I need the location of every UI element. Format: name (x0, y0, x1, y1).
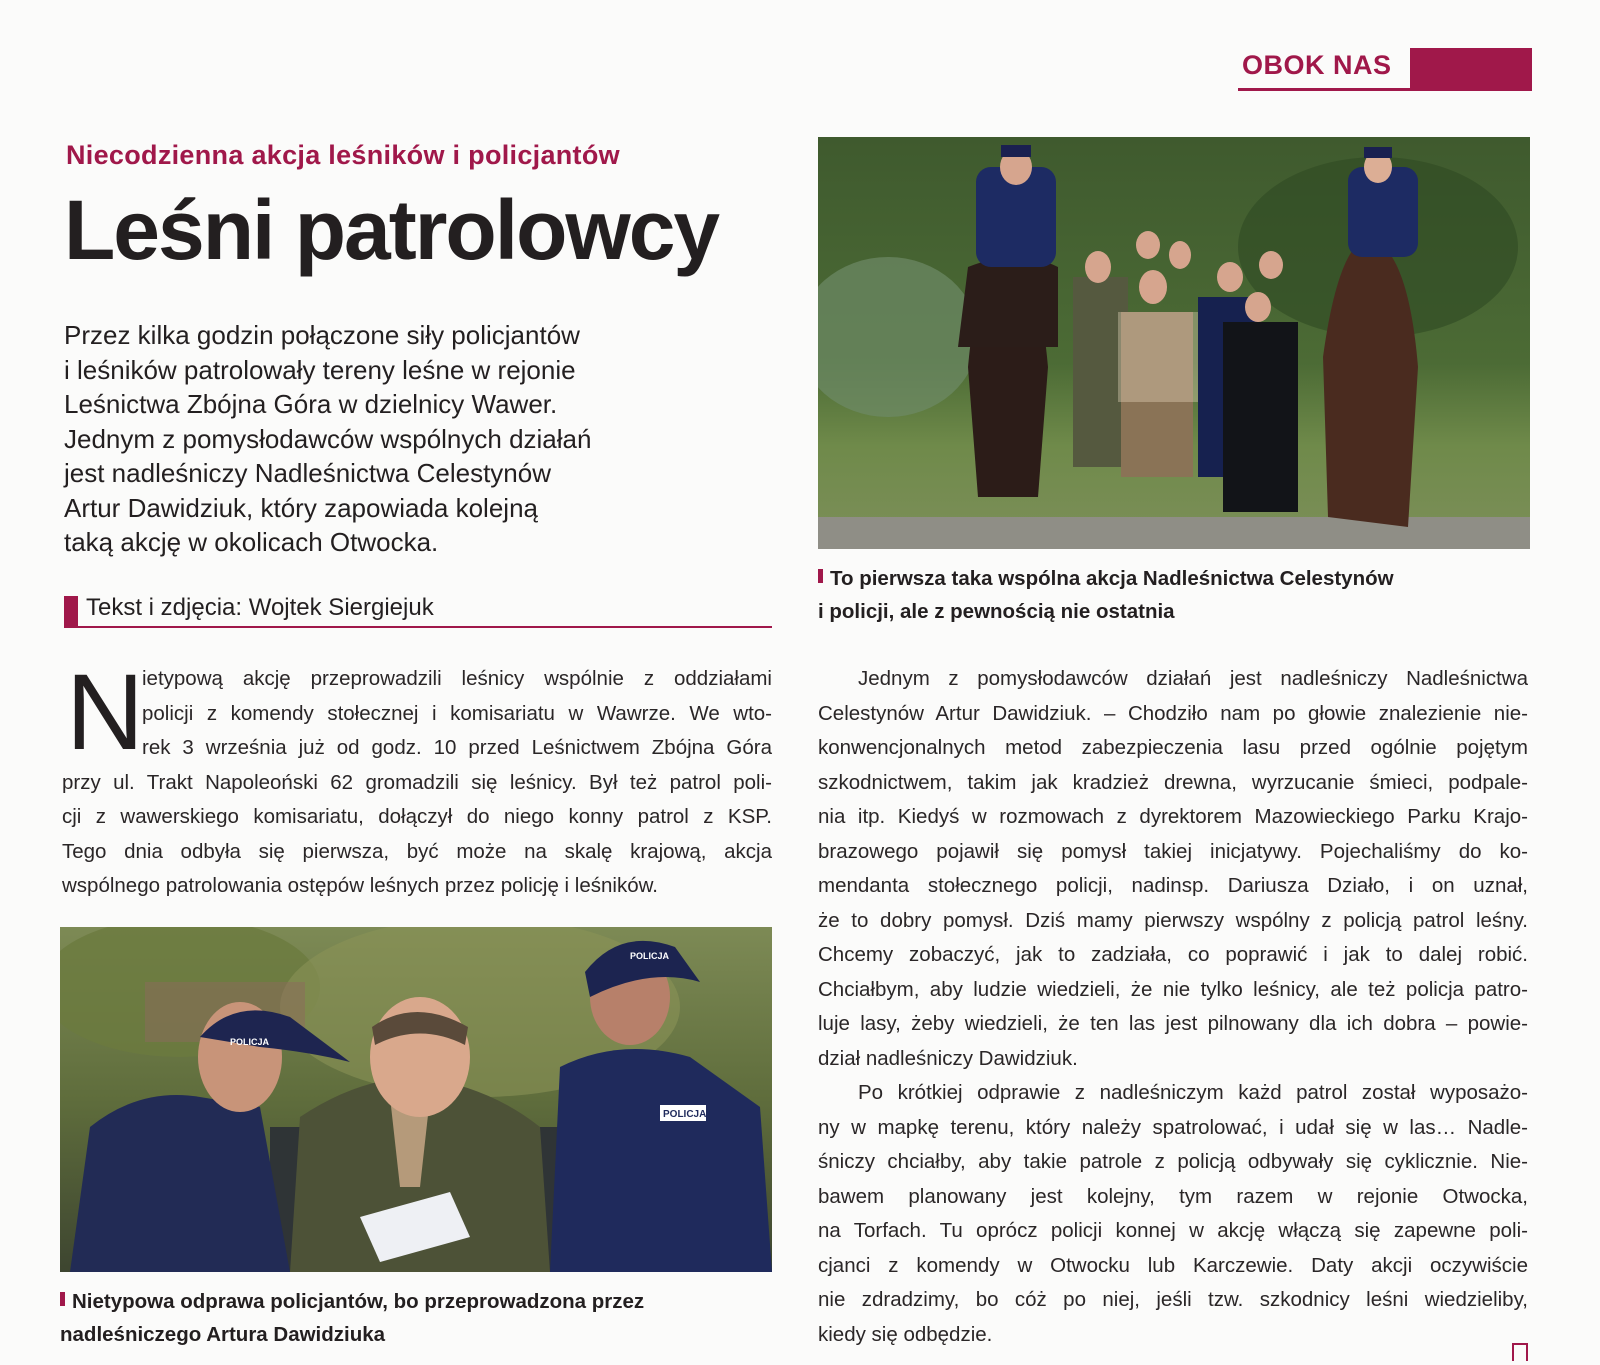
photo-group (818, 137, 1530, 549)
photo-briefing (60, 927, 772, 1272)
caption-line: Nietypowa odprawa policjantów, bo przeprowadzona przez (72, 1290, 645, 1313)
body-line: luje lasy, żeby wiedzieli, że ten las jest pilnowany dla ich dobra – powie- (818, 1012, 1528, 1035)
section-tag (1238, 48, 1532, 91)
body-line: nie zdradzimy, bo cóż po niej, jeśli tzw. szkodnicy leśni wiedzieliby, (818, 1288, 1528, 1311)
caption-line: i policji, ale z pewnością nie ostatnia (818, 600, 1175, 623)
caption-bottom (60, 1285, 772, 1351)
lead-line: Leśnictwa Zbójna Góra w dzielnicy Wawer. (64, 389, 558, 419)
lead-paragraph (64, 318, 724, 560)
end-of-article-icon (1512, 1343, 1528, 1361)
body-line: cji z wawerskiego komisariatu, dołączył do niego konny patrol z KSP. (62, 805, 772, 828)
cap-badge-text: POLICJA (230, 1037, 270, 1047)
lead-line: i leśników patrolowały tereny leśne w rejonie (64, 354, 576, 385)
jacket-badge-text: POLICJA (663, 1109, 707, 1120)
body-line: policji z komendy stołecznej i komisariatu w Wawrze. We wto- (142, 701, 772, 725)
body-line: ny w mapkę terenu, który należy spatrolować, i udał się w las… Nadle- (818, 1115, 1528, 1139)
lead-line: taką akcję w okolicach Otwocka. (64, 527, 439, 557)
headline: Leśni patrolowcy (64, 183, 719, 277)
body-line: Chciałbym, aby ludzie wiedzieli, że nie tylko leśnicy, ale też policja patro- (818, 977, 1528, 1001)
byline-marker (64, 596, 78, 626)
drop-cap: N (66, 651, 144, 772)
section-tag-label: OBOK NAS (1242, 50, 1392, 80)
caption-top (818, 562, 1518, 628)
lead-line: Artur Dawidziuk, który zapowiada kolejną (64, 492, 538, 523)
caption-marker (60, 1292, 65, 1306)
photo-group-image (818, 137, 1530, 549)
body-line: Chcemy zobaczyć, jak to zadziała, co poprawić i jak to dalej robić. (818, 943, 1528, 966)
body-line: konwencjonalnych metod zabezpieczenia lasu przed ogólnie pojętym (818, 736, 1528, 759)
photo-briefing-image (60, 927, 772, 1272)
body-line: nia itp. Kiedyś w rozmowach z dyrektorem Mazowieckiego Parku Krajo- (818, 805, 1528, 828)
kicker: Niecodzienna akcja leśników i policjantów (66, 140, 620, 170)
lead-line: Jednym z pomysłodawców wspólnych działań (64, 423, 592, 454)
section-tag-bar (1410, 48, 1532, 88)
body-line: mendanta stołecznego policji, nadinsp. Dariusza Działo, i on uznał, (818, 874, 1528, 897)
body-line: kiedy się odbędzie. (818, 1322, 993, 1346)
body-line: wspólnego patrolowania ostępów leśnych przez policję i leśników. (62, 874, 658, 897)
caption-line: nadleśniczego Artura Dawidziuka (60, 1323, 386, 1346)
cap-badge-text: POLICJA (630, 951, 670, 961)
lead-line: Przez kilka godzin połączone siły policjantów (64, 320, 580, 350)
body-line: Jednym z pomysłodawców działań jest nadleśniczy Nadleśnictwa (858, 667, 1528, 690)
byline (64, 592, 772, 628)
body-line: przy ul. Trakt Napoleoński 62 gromadzili się leśnicy. Był też patrol poli- (62, 770, 772, 794)
body-line: Po krótkiej odprawie z nadleśniczym każd patrol został wyposażo- (858, 1081, 1528, 1104)
byline-text: Tekst i zdjęcia: Wojtek Siergiejuk (86, 594, 434, 621)
body-line: Tego dnia odbyła się pierwsza, być może na skalę krajową, akcja (62, 839, 772, 863)
body-line: rek 3 września już od godz. 10 przed Leśnictwem Zbójna Góra (142, 736, 772, 759)
body-right-column (818, 662, 1528, 1352)
body-line: dział nadleśniczy Dawidziuk. (818, 1046, 1078, 1070)
body-line: śniczy chciałby, aby takie patrole z policją odbywały się cyklicznie. Nie- (818, 1150, 1528, 1173)
body-line: Celestynów Artur Dawidziuk. – Chodziło nam po głowie znalezienie nie- (818, 701, 1528, 725)
body-line: na Torfach. Tu oprócz policji konnej w akcję włączą się zapewne poli- (818, 1219, 1528, 1242)
caption-line: To pierwsza taka wspólna akcja Nadleśnictwa Celestynów (830, 567, 1394, 590)
body-line: ietypową akcję przeprowadzili leśnicy wspólnie z oddziałami (142, 667, 772, 690)
body-line: brazowego pojawił się pomysł takiej inicjatywy. Pojechaliśmy do ko- (818, 839, 1528, 863)
body-left-column (62, 651, 772, 904)
body-line: że to dobry pomysł. Dziś mamy pierwszy wspólny z policją patrol leśny. (818, 908, 1528, 932)
body-line: szkodnictwem, takim jak kradzież drewna, wyrzucanie śmieci, podpale- (818, 770, 1528, 794)
body-line: cjanci z komendy w Otwocku lub Karczewie. Daty akcji oczywiście (818, 1253, 1528, 1277)
caption-marker (818, 569, 823, 583)
body-line: bawem planowany jest kolejny, tym razem w rejonie Otwocka, (818, 1184, 1528, 1208)
lead-line: jest nadleśniczy Nadleśnictwa Celestynów (64, 458, 552, 488)
